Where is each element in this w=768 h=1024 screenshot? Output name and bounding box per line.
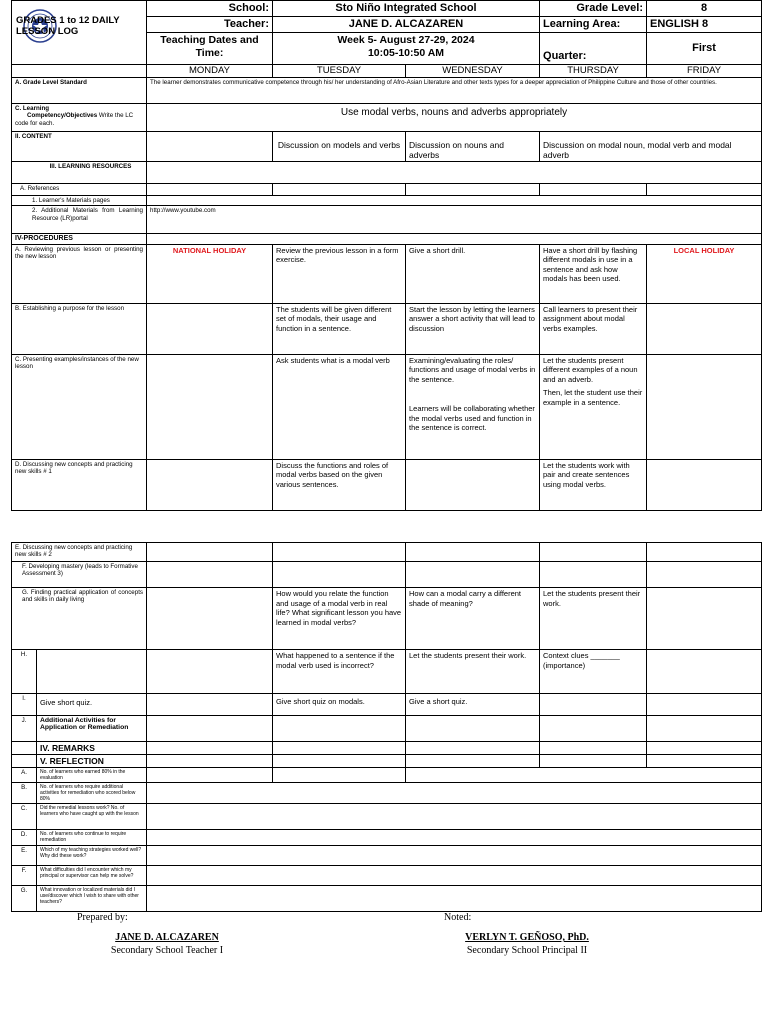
refl-e-letter: E. bbox=[12, 846, 37, 866]
content-tuesday: Discussion on models and verbs bbox=[273, 132, 406, 162]
noted-signature bbox=[417, 932, 637, 956]
refl-c-letter: C. bbox=[12, 804, 37, 830]
dates-label bbox=[147, 33, 273, 65]
prepared-signature bbox=[57, 932, 277, 956]
remarks-mon bbox=[147, 742, 273, 755]
proc-g-label: G. Finding practical application of concepts and skills in daily living bbox=[12, 588, 147, 650]
proc-j-mon bbox=[147, 716, 273, 742]
proc-c-wednesday-1: Examining/evaluating the roles/ functions and usage of modal verbs in the sentence. bbox=[409, 355, 536, 384]
proc-b-label: B. Establishing a purpose for the lesson bbox=[12, 303, 147, 354]
noted-label: Noted: bbox=[444, 912, 472, 923]
proc-i-tuesday: Give short quiz on modals. bbox=[273, 694, 406, 716]
refl-g-text: What innovation or localized materials did I use/discover which I wish to share with other teachers? bbox=[37, 886, 147, 912]
proc-f-label: F. Developing mastery (leads to Formative Assessment 3) bbox=[12, 562, 147, 588]
procedures-label: IV-PROCEDURES bbox=[12, 234, 147, 244]
remarks-thu bbox=[540, 742, 647, 755]
proc-j-letter: J. bbox=[12, 716, 37, 742]
reflection-letter bbox=[12, 755, 37, 768]
proc-h-thursday: Context clues _______ (importance) bbox=[540, 650, 647, 694]
refl-c-value bbox=[147, 804, 762, 830]
refl-d-value bbox=[147, 830, 762, 846]
dates-label-text: Teaching Dates and Time: bbox=[160, 34, 259, 59]
proc-d-thursday: Let the students work with pair and create sentences using modal verbs. bbox=[540, 459, 647, 510]
proc-d-label: D. Discussing new concepts and practicing new skills # 1 bbox=[12, 459, 147, 510]
proc-j-tue bbox=[273, 716, 406, 742]
proc-c-thursday-1: Let the students present different examples of a noun and an adverb. bbox=[543, 355, 638, 384]
dates-value bbox=[273, 33, 540, 65]
grade-level-label: Grade Level: bbox=[540, 1, 647, 17]
proc-d-tuesday: Discuss the functions and roles of modal verbs based on the given various sentences. bbox=[273, 459, 406, 510]
proc-j-text: Additional Activities for Application or Remediation bbox=[37, 716, 147, 742]
remarks-fri bbox=[647, 742, 762, 755]
teacher-value: JANE D. ALCAZAREN bbox=[273, 17, 540, 33]
grade-level-standard-value: The learner demonstrates communicative competence through his/ her understanding of Afro-Asian Literature and other texts types for a deeper appreciation of Philippine Culture and those of other countries. bbox=[147, 78, 762, 104]
refl-a-tue bbox=[273, 768, 406, 783]
refl-f-text: What difficulties did I encounter which my principal or supervisor can help me solve? bbox=[37, 866, 147, 886]
proc-c-wednesday-2: Learners will be collaborating whether the modal verbs used and function in the sentence is correct. bbox=[409, 404, 535, 433]
day-wednesday: WEDNESDAY bbox=[406, 65, 540, 78]
refl-a-mon bbox=[147, 768, 273, 783]
prepared-by-label: Prepared by: bbox=[77, 912, 128, 923]
proc-c-thursday bbox=[540, 354, 647, 459]
lesson-log-table-bottom bbox=[11, 542, 762, 912]
references-fri bbox=[647, 184, 762, 196]
day-friday: FRIDAY bbox=[647, 65, 762, 78]
proc-c-monday bbox=[147, 354, 273, 459]
proc-f-wed bbox=[406, 562, 540, 588]
proc-j-wed bbox=[406, 716, 540, 742]
proc-b-friday bbox=[647, 303, 762, 354]
proc-j-fri bbox=[647, 716, 762, 742]
competency-label-2: Competency/Objectives bbox=[27, 112, 98, 120]
proc-c-friday bbox=[647, 354, 762, 459]
references-label: A. References bbox=[12, 184, 147, 196]
proc-b-tuesday: The students will be given different set of modals, their usage and function in a sentence. bbox=[273, 303, 406, 354]
grade-level-value: 8 bbox=[647, 1, 762, 17]
blank-day-cell bbox=[12, 65, 147, 78]
refl-f-value bbox=[147, 866, 762, 886]
proc-d-friday bbox=[647, 459, 762, 510]
proc-h-tuesday: What happened to a sentence if the modal verb used is incorrect? bbox=[273, 650, 406, 694]
refl-c-text: Did the remedial lessons work? No. of learners who have caught up with the lesson bbox=[37, 804, 147, 830]
reflection-thu bbox=[540, 755, 647, 768]
day-thursday: THURSDAY bbox=[540, 65, 647, 78]
proc-d-monday bbox=[147, 459, 273, 510]
remarks-label: IV. REMARKS bbox=[37, 742, 147, 755]
proc-a-tuesday: Review the previous lesson in a form exercise. bbox=[273, 244, 406, 303]
prepared-title: Secondary School Teacher I bbox=[110, 945, 224, 956]
reflection-fri bbox=[647, 755, 762, 768]
proc-b-thursday: Call learners to present their assignment about modal verbs examples. bbox=[540, 303, 647, 354]
competency-label-3: Write the LC code for each. bbox=[15, 112, 134, 127]
national-holiday: NATIONAL HOLIDAY bbox=[147, 244, 273, 303]
noted-title: Secondary School Principal II bbox=[466, 945, 588, 956]
day-tuesday: TUESDAY bbox=[273, 65, 406, 78]
proc-h-mon bbox=[147, 650, 273, 694]
additional-materials-value: http://www.youtube.com bbox=[147, 206, 762, 234]
proc-e-thu bbox=[540, 543, 647, 562]
proc-i-thu bbox=[540, 694, 647, 716]
remarks-tue bbox=[273, 742, 406, 755]
references-tue bbox=[273, 184, 406, 196]
competency-value: Use modal verbs, nouns and adverbs appropriately bbox=[147, 104, 762, 132]
learning-area-value: ENGLISH 8 bbox=[647, 17, 762, 33]
content-label: II. CONTENT bbox=[12, 132, 147, 162]
proc-e-label: E. Discussing new concepts and practicing new skills # 2 bbox=[12, 543, 147, 562]
proc-g-thursday: Let the students present their work. bbox=[540, 588, 647, 650]
proc-c-thursday-2: Then, let the student use their example in a sentence. bbox=[543, 388, 643, 407]
local-holiday: LOCAL HOLIDAY bbox=[647, 244, 762, 303]
references-thu bbox=[540, 184, 647, 196]
proc-i-letter: I. bbox=[12, 694, 37, 716]
dates-line-1: Week 5- August 27-29, 2024 bbox=[337, 34, 475, 46]
references-mon bbox=[147, 184, 273, 196]
proc-f-thu bbox=[540, 562, 647, 588]
quarter-label: Quarter: bbox=[540, 33, 647, 65]
proc-e-mon bbox=[147, 543, 273, 562]
grade-level-standard-label: A. Grade Level Standard bbox=[12, 78, 147, 104]
school-value: Sto Niño Integrated School bbox=[273, 1, 540, 17]
proc-i-text: Give short quiz. bbox=[37, 694, 147, 716]
proc-j-thu bbox=[540, 716, 647, 742]
proc-f-fri bbox=[647, 562, 762, 588]
prepared-name: JANE D. ALCAZAREN bbox=[115, 932, 219, 943]
proc-g-wednesday: How can a modal carry a different shade of meaning? bbox=[406, 588, 540, 650]
refl-g-value bbox=[147, 886, 762, 912]
proc-f-mon bbox=[147, 562, 273, 588]
proc-i-mon bbox=[147, 694, 273, 716]
refl-e-text: Which of my teaching strategies worked well? Why did these work? bbox=[37, 846, 147, 866]
proc-g-tuesday: How would you relate the function and usage of a modal verb in real life? What significant lesson you have learned in modal verbs? bbox=[273, 588, 406, 650]
refl-d-text: No. of learners who continue to require remediation bbox=[37, 830, 147, 846]
form-title-cell bbox=[12, 1, 147, 65]
school-label: School: bbox=[147, 1, 273, 17]
proc-h-text bbox=[37, 650, 147, 694]
proc-h-letter: H. bbox=[12, 650, 37, 694]
refl-e-value bbox=[147, 846, 762, 866]
form-title: GRADES 1 to 12 DAILY LESSON LOG bbox=[16, 15, 120, 37]
references-wed bbox=[406, 184, 540, 196]
refl-f-letter: F. bbox=[12, 866, 37, 886]
proc-g-mon bbox=[147, 588, 273, 650]
day-monday: MONDAY bbox=[147, 65, 273, 78]
content-monday bbox=[147, 132, 273, 162]
refl-d-letter: D. bbox=[12, 830, 37, 846]
remarks-letter bbox=[12, 742, 37, 755]
content-wednesday: Discussion on nouns and adverbs bbox=[406, 132, 540, 162]
proc-i-wednesday: Give a short quiz. bbox=[406, 694, 540, 716]
remarks-wed bbox=[406, 742, 540, 755]
refl-g-letter: G. bbox=[12, 886, 37, 912]
proc-a-thursday: Have a short drill by flashing different modals in use in a sentence and ask how modals has been used. bbox=[540, 244, 647, 303]
learners-materials-label: 1. Learner's Materials pages bbox=[12, 196, 147, 206]
noted-name: VERLYN T. GEÑOSO, PhD. bbox=[465, 932, 589, 943]
proc-b-wednesday: Start the lesson by letting the learners answer a short activity that will lead to discussion bbox=[406, 303, 540, 354]
dates-line-2: 10:05-10:50 AM bbox=[367, 47, 445, 59]
proc-g-fri bbox=[647, 588, 762, 650]
lesson-log-table-top bbox=[11, 0, 762, 511]
reflection-tue bbox=[273, 755, 406, 768]
learners-materials-value bbox=[147, 196, 762, 206]
competency-label-1: C. Learning bbox=[15, 105, 50, 112]
proc-d-wednesday bbox=[406, 459, 540, 510]
proc-i-fri bbox=[647, 694, 762, 716]
learning-resources-value bbox=[147, 162, 762, 184]
refl-b-letter: B. bbox=[12, 783, 37, 804]
competency-label bbox=[12, 104, 147, 132]
proc-a-wednesday: Give a short drill. bbox=[406, 244, 540, 303]
proc-b-monday bbox=[147, 303, 273, 354]
refl-a-text: No. of learners who earned 80% in the evaluation bbox=[37, 768, 147, 783]
learning-area-label: Learning Area: bbox=[540, 17, 647, 33]
refl-a-rest bbox=[406, 768, 762, 783]
refl-b-text: No. of learners who require additional activities for remediation who scored below 80% bbox=[37, 783, 147, 804]
procedures-value bbox=[147, 234, 762, 244]
proc-f-tue bbox=[273, 562, 406, 588]
refl-b-value bbox=[147, 783, 762, 804]
quarter-value: First bbox=[647, 33, 762, 65]
proc-c-label: C. Presenting examples/instances of the new lesson bbox=[12, 354, 147, 459]
proc-h-wednesday: Let the students present their work. bbox=[406, 650, 540, 694]
proc-e-tue bbox=[273, 543, 406, 562]
teacher-label: Teacher: bbox=[147, 17, 273, 33]
content-thursday: Discussion on modal noun, modal verb and modal adverb bbox=[540, 132, 762, 162]
proc-c-tuesday: Ask students what is a modal verb bbox=[273, 354, 406, 459]
additional-materials-label: 2. Additional Materials from Learning Resource (LR)portal bbox=[12, 206, 147, 234]
proc-c-wednesday bbox=[406, 354, 540, 459]
proc-h-fri bbox=[647, 650, 762, 694]
reflection-wed bbox=[406, 755, 540, 768]
refl-a-letter: A. bbox=[12, 768, 37, 783]
proc-e-wed bbox=[406, 543, 540, 562]
learning-resources-label: III. LEARNING RESOURCES bbox=[12, 162, 147, 184]
proc-e-fri bbox=[647, 543, 762, 562]
proc-a-label: A. Reviewing previous lesson or presenting the new lesson bbox=[12, 244, 147, 303]
reflection-mon bbox=[147, 755, 273, 768]
reflection-label: V. REFLECTION bbox=[37, 755, 147, 768]
